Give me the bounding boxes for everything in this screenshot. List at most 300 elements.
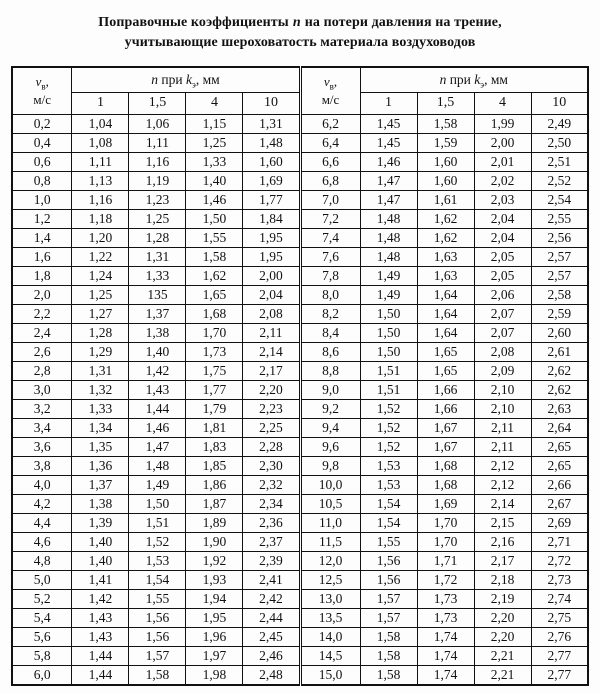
value-cell: 1,25 — [72, 285, 129, 304]
value-cell: 1,65 — [186, 285, 243, 304]
value-cell: 2,20 — [474, 627, 531, 646]
value-cell: 1,34 — [72, 418, 129, 437]
table-row — [12, 323, 588, 342]
value-cell: 1,11 — [129, 133, 186, 152]
value-cell: 1,74 — [417, 627, 474, 646]
value-cell: 1,54 — [360, 513, 417, 532]
velocity-cell: 14,5 — [300, 646, 360, 665]
value-cell: 1,96 — [186, 627, 243, 646]
value-cell: 2,10 — [474, 399, 531, 418]
value-cell: 2,07 — [474, 323, 531, 342]
value-cell: 2,41 — [243, 570, 300, 589]
value-cell: 1,42 — [129, 361, 186, 380]
value-cell: 2,19 — [474, 589, 531, 608]
value-cell: 1,45 — [360, 114, 417, 133]
velocity-cell: 5,0 — [12, 570, 72, 589]
value-cell: 1,71 — [417, 551, 474, 570]
value-cell: 1,15 — [186, 114, 243, 133]
value-cell: 1,31 — [129, 247, 186, 266]
velocity-cell: 4,4 — [12, 513, 72, 532]
value-cell: 1,58 — [417, 114, 474, 133]
value-cell: 2,32 — [243, 475, 300, 494]
value-cell: 1,16 — [72, 190, 129, 209]
value-cell: 2,75 — [531, 608, 588, 627]
title-line1: Поправочные коэффициенты n на потери давления на трение, — [98, 15, 502, 30]
value-cell: 1,95 — [243, 247, 300, 266]
table-row — [12, 646, 588, 665]
velocity-cell: 3,8 — [12, 456, 72, 475]
value-cell: 2,44 — [243, 608, 300, 627]
velocity-cell: 3,2 — [12, 399, 72, 418]
value-cell: 1,68 — [417, 475, 474, 494]
velocity-cell: 9,8 — [300, 456, 360, 475]
value-cell: 1,47 — [129, 437, 186, 456]
value-cell: 1,57 — [360, 608, 417, 627]
value-cell: 1,51 — [360, 361, 417, 380]
value-cell: 2,73 — [531, 570, 588, 589]
value-cell: 1,20 — [72, 228, 129, 247]
velocity-cell: 9,4 — [300, 418, 360, 437]
value-cell: 2,12 — [474, 456, 531, 475]
value-cell: 1,44 — [129, 399, 186, 418]
value-cell: 1,49 — [360, 266, 417, 285]
table-row — [12, 209, 588, 228]
value-cell: 2,63 — [531, 399, 588, 418]
value-cell: 1,57 — [360, 589, 417, 608]
table-header — [12, 67, 588, 115]
velocity-cell: 4,6 — [12, 532, 72, 551]
velocity-cell: 5,4 — [12, 608, 72, 627]
table-row — [12, 437, 588, 456]
value-cell: 1,97 — [186, 646, 243, 665]
value-cell: 2,72 — [531, 551, 588, 570]
value-cell: 1,32 — [72, 380, 129, 399]
title-n-symbol: n — [292, 15, 301, 30]
value-cell: 1,48 — [129, 456, 186, 475]
value-cell: 1,58 — [129, 665, 186, 685]
value-cell: 1,54 — [129, 570, 186, 589]
value-cell: 1,62 — [186, 266, 243, 285]
value-cell: 2,54 — [531, 190, 588, 209]
velocity-cell: 11,5 — [300, 532, 360, 551]
velocity-cell: 3,6 — [12, 437, 72, 456]
value-cell: 1,58 — [360, 646, 417, 665]
value-cell: 1,58 — [360, 665, 417, 685]
value-cell: 1,69 — [243, 171, 300, 190]
velocity-cell: 15,0 — [300, 665, 360, 685]
value-cell: 1,59 — [417, 133, 474, 152]
table-body — [12, 114, 588, 685]
value-cell: 1,87 — [186, 494, 243, 513]
value-cell: 1,55 — [360, 532, 417, 551]
velocity-cell: 0,6 — [12, 152, 72, 171]
value-cell: 2,60 — [531, 323, 588, 342]
value-cell: 1,04 — [72, 114, 129, 133]
value-cell: 1,16 — [129, 152, 186, 171]
value-cell: 1,93 — [186, 570, 243, 589]
table-row — [12, 513, 588, 532]
value-cell: 2,21 — [474, 646, 531, 665]
n-header-left: n при $k_э$, мм — [72, 67, 300, 93]
value-cell: 1,11 — [72, 152, 129, 171]
velocity-cell: 8,6 — [300, 342, 360, 361]
velocity-cell: 11,0 — [300, 513, 360, 532]
value-cell: 2,50 — [531, 133, 588, 152]
table-row — [12, 342, 588, 361]
velocity-cell: 9,6 — [300, 437, 360, 456]
value-cell: 1,41 — [72, 570, 129, 589]
value-cell: 2,15 — [474, 513, 531, 532]
value-cell: 1,94 — [186, 589, 243, 608]
value-cell: 1,69 — [417, 494, 474, 513]
velocity-cell: 7,8 — [300, 266, 360, 285]
value-cell: 1,55 — [186, 228, 243, 247]
velocity-cell: 13,0 — [300, 589, 360, 608]
velocity-cell: 6,0 — [12, 665, 72, 685]
table-row — [12, 190, 588, 209]
value-cell: 1,06 — [129, 114, 186, 133]
value-cell: 1,29 — [72, 342, 129, 361]
velocity-cell: 9,2 — [300, 399, 360, 418]
value-cell: 1,73 — [417, 608, 474, 627]
value-cell: 135 — [129, 285, 186, 304]
value-cell: 1,33 — [129, 266, 186, 285]
value-cell: 1,42 — [72, 589, 129, 608]
value-cell: 2,28 — [243, 437, 300, 456]
value-cell: 1,51 — [360, 380, 417, 399]
velocity-cell: 14,0 — [300, 627, 360, 646]
value-cell: 2,07 — [474, 304, 531, 323]
value-cell: 1,51 — [129, 513, 186, 532]
velocity-cell: 2,0 — [12, 285, 72, 304]
value-cell: 2,36 — [243, 513, 300, 532]
velocity-cell: 12,0 — [300, 551, 360, 570]
value-cell: 1,85 — [186, 456, 243, 475]
value-cell: 1,50 — [360, 304, 417, 323]
value-cell: 1,67 — [417, 437, 474, 456]
value-cell: 1,44 — [72, 665, 129, 685]
value-cell: 2,11 — [474, 437, 531, 456]
velocity-cell: 7,2 — [300, 209, 360, 228]
value-cell: 2,11 — [474, 418, 531, 437]
value-cell: 1,18 — [72, 209, 129, 228]
velocity-cell: 1,4 — [12, 228, 72, 247]
value-cell: 1,40 — [129, 342, 186, 361]
value-cell: 1,36 — [72, 456, 129, 475]
value-cell: 1,58 — [360, 627, 417, 646]
value-cell: 2,09 — [474, 361, 531, 380]
velocity-cell: 6,2 — [300, 114, 360, 133]
velocity-cell: 8,0 — [300, 285, 360, 304]
value-cell: 2,04 — [243, 285, 300, 304]
value-cell: 2,49 — [531, 114, 588, 133]
value-cell: 1,65 — [417, 342, 474, 361]
value-cell: 1,79 — [186, 399, 243, 418]
value-cell: 1,40 — [72, 532, 129, 551]
velocity-cell: 10,0 — [300, 475, 360, 494]
value-cell: 2,01 — [474, 152, 531, 171]
velocity-cell: 1,2 — [12, 209, 72, 228]
value-cell: 1,27 — [72, 304, 129, 323]
value-cell: 2,17 — [474, 551, 531, 570]
velocity-cell: 2,6 — [12, 342, 72, 361]
k-column-header: 1,5 — [417, 93, 474, 114]
value-cell: 2,03 — [474, 190, 531, 209]
value-cell: 1,46 — [186, 190, 243, 209]
value-cell: 2,02 — [474, 171, 531, 190]
velocity-cell: 6,6 — [300, 152, 360, 171]
value-cell: 1,95 — [186, 608, 243, 627]
value-cell: 1,70 — [417, 532, 474, 551]
value-cell: 1,47 — [360, 190, 417, 209]
value-cell: 2,37 — [243, 532, 300, 551]
value-cell: 1,83 — [186, 437, 243, 456]
value-cell: 2,05 — [474, 266, 531, 285]
value-cell: 1,40 — [72, 551, 129, 570]
value-cell: 1,33 — [72, 399, 129, 418]
value-cell: 1,53 — [360, 475, 417, 494]
value-cell: 1,62 — [417, 209, 474, 228]
value-cell: 1,70 — [186, 323, 243, 342]
value-cell: 1,48 — [360, 247, 417, 266]
value-cell: 2,45 — [243, 627, 300, 646]
velocity-cell: 3,0 — [12, 380, 72, 399]
velocity-cell: 12,5 — [300, 570, 360, 589]
value-cell: 1,56 — [129, 608, 186, 627]
table-row — [12, 228, 588, 247]
value-cell: 2,00 — [243, 266, 300, 285]
value-cell: 1,28 — [129, 228, 186, 247]
value-cell: 1,56 — [360, 570, 417, 589]
value-cell: 2,66 — [531, 475, 588, 494]
velocity-cell: 9,0 — [300, 380, 360, 399]
value-cell: 1,70 — [417, 513, 474, 532]
velocity-cell: 5,8 — [12, 646, 72, 665]
k-column-header: 4 — [474, 93, 531, 114]
page-title — [0, 0, 600, 54]
velocity-cell: 1,8 — [12, 266, 72, 285]
value-cell: 2,05 — [474, 247, 531, 266]
table-row — [12, 380, 588, 399]
value-cell: 2,39 — [243, 551, 300, 570]
value-cell: 1,77 — [186, 380, 243, 399]
value-cell: 1,45 — [360, 133, 417, 152]
table-row — [12, 114, 588, 133]
correction-coefficients-table — [11, 66, 589, 686]
velocity-cell: 8,8 — [300, 361, 360, 380]
value-cell: 1,95 — [243, 228, 300, 247]
k-column-header: 1,5 — [129, 93, 186, 114]
value-cell: 1,52 — [360, 399, 417, 418]
velocity-cell: 7,4 — [300, 228, 360, 247]
table-row — [12, 494, 588, 513]
table-row — [12, 399, 588, 418]
value-cell: 1,13 — [72, 171, 129, 190]
table-row — [12, 304, 588, 323]
value-cell: 1,54 — [360, 494, 417, 513]
value-cell: 1,50 — [360, 342, 417, 361]
value-cell: 1,64 — [417, 304, 474, 323]
value-cell: 1,49 — [129, 475, 186, 494]
value-cell: 1,66 — [417, 380, 474, 399]
value-cell: 1,52 — [129, 532, 186, 551]
value-cell: 2,04 — [474, 209, 531, 228]
value-cell: 2,62 — [531, 361, 588, 380]
value-cell: 1,72 — [417, 570, 474, 589]
value-cell: 1,92 — [186, 551, 243, 570]
k-column-header: 1 — [72, 93, 129, 114]
header-row-top — [12, 67, 588, 93]
value-cell: 2,14 — [243, 342, 300, 361]
value-cell: 1,53 — [129, 551, 186, 570]
value-cell: 1,43 — [129, 380, 186, 399]
table-row — [12, 551, 588, 570]
value-cell: 1,61 — [417, 190, 474, 209]
table-row — [12, 475, 588, 494]
value-cell: 2,62 — [531, 380, 588, 399]
value-cell: 1,25 — [186, 133, 243, 152]
value-cell: 1,52 — [360, 437, 417, 456]
velocity-cell: 6,4 — [300, 133, 360, 152]
value-cell: 2,77 — [531, 646, 588, 665]
velocity-cell: 4,2 — [12, 494, 72, 513]
value-cell: 1,31 — [72, 361, 129, 380]
value-cell: 2,76 — [531, 627, 588, 646]
k-column-header: 10 — [531, 93, 588, 114]
value-cell: 1,74 — [417, 665, 474, 685]
value-cell: 1,89 — [186, 513, 243, 532]
value-cell: 1,99 — [474, 114, 531, 133]
value-cell: 2,10 — [474, 380, 531, 399]
value-cell: 2,14 — [474, 494, 531, 513]
value-cell: 1,73 — [417, 589, 474, 608]
velocity-cell: 2,2 — [12, 304, 72, 323]
value-cell: 2,00 — [474, 133, 531, 152]
value-cell: 2,56 — [531, 228, 588, 247]
value-cell: 1,50 — [186, 209, 243, 228]
value-cell: 2,34 — [243, 494, 300, 513]
k-column-header: 10 — [243, 93, 300, 114]
table-row — [12, 627, 588, 646]
value-cell: 1,60 — [417, 152, 474, 171]
velocity-cell: 7,6 — [300, 247, 360, 266]
value-cell: 1,38 — [129, 323, 186, 342]
velocity-cell: 5,2 — [12, 589, 72, 608]
value-cell: 1,67 — [417, 418, 474, 437]
value-cell: 1,08 — [72, 133, 129, 152]
value-cell: 1,40 — [186, 171, 243, 190]
value-cell: 2,23 — [243, 399, 300, 418]
table-row — [12, 665, 588, 685]
value-cell: 1,37 — [72, 475, 129, 494]
velocity-cell: 5,6 — [12, 627, 72, 646]
value-cell: 1,81 — [186, 418, 243, 437]
velocity-header-left — [12, 67, 72, 115]
table-row — [12, 608, 588, 627]
value-cell: 2,58 — [531, 285, 588, 304]
value-cell: 1,22 — [72, 247, 129, 266]
value-cell: 2,08 — [243, 304, 300, 323]
value-cell: 2,52 — [531, 171, 588, 190]
title-line2: учитывающие шероховатость материала воздуховодов — [124, 35, 476, 51]
table-row — [12, 418, 588, 437]
value-cell: 1,48 — [360, 209, 417, 228]
value-cell: 1,48 — [243, 133, 300, 152]
value-cell: 1,63 — [417, 266, 474, 285]
table-row — [12, 266, 588, 285]
n-header-right: n при $k_э$, мм — [360, 67, 588, 93]
value-cell: 1,33 — [186, 152, 243, 171]
table-row — [12, 152, 588, 171]
value-cell: 1,28 — [72, 323, 129, 342]
value-cell: 2,51 — [531, 152, 588, 171]
value-cell: 1,49 — [360, 285, 417, 304]
velocity-unit: м/с — [33, 91, 51, 107]
velocity-cell: 1,0 — [12, 190, 72, 209]
velocity-cell: 3,4 — [12, 418, 72, 437]
value-cell: 2,46 — [243, 646, 300, 665]
value-cell: 2,59 — [531, 304, 588, 323]
table-row — [12, 247, 588, 266]
value-cell: 2,77 — [531, 665, 588, 685]
value-cell: 1,19 — [129, 171, 186, 190]
table-row — [12, 456, 588, 475]
table-row — [12, 285, 588, 304]
value-cell: 2,74 — [531, 589, 588, 608]
k-column-header: 1 — [360, 93, 417, 114]
value-cell: 1,46 — [129, 418, 186, 437]
velocity-cell: 8,4 — [300, 323, 360, 342]
value-cell: 1,77 — [243, 190, 300, 209]
velocity-cell: 0,8 — [12, 171, 72, 190]
value-cell: 2,20 — [243, 380, 300, 399]
velocity-cell: 13,5 — [300, 608, 360, 627]
value-cell: 1,65 — [417, 361, 474, 380]
value-cell: 1,73 — [186, 342, 243, 361]
velocity-cell: 2,4 — [12, 323, 72, 342]
value-cell: 1,66 — [417, 399, 474, 418]
value-cell: 1,48 — [360, 228, 417, 247]
velocity-cell: 0,4 — [12, 133, 72, 152]
value-cell: 2,55 — [531, 209, 588, 228]
table-row — [12, 171, 588, 190]
value-cell: 2,11 — [243, 323, 300, 342]
value-cell: 2,18 — [474, 570, 531, 589]
value-cell: 2,20 — [474, 608, 531, 627]
value-cell: 2,42 — [243, 589, 300, 608]
value-cell: 1,74 — [417, 646, 474, 665]
value-cell: 2,17 — [243, 361, 300, 380]
value-cell: 2,48 — [243, 665, 300, 685]
table-row — [12, 532, 588, 551]
value-cell: 1,68 — [417, 456, 474, 475]
value-cell: 2,12 — [474, 475, 531, 494]
velocity-cell: 8,2 — [300, 304, 360, 323]
velocity-cell: 7,0 — [300, 190, 360, 209]
value-cell: 1,60 — [417, 171, 474, 190]
value-cell: 2,04 — [474, 228, 531, 247]
value-cell: 1,90 — [186, 532, 243, 551]
value-cell: 2,16 — [474, 532, 531, 551]
value-cell: 1,44 — [72, 646, 129, 665]
value-cell: 1,98 — [186, 665, 243, 685]
value-cell: 1,35 — [72, 437, 129, 456]
table-row — [12, 589, 588, 608]
value-cell: 1,53 — [360, 456, 417, 475]
value-cell: 1,38 — [72, 494, 129, 513]
velocity-unit: м/с — [321, 91, 340, 107]
velocity-cell: 6,8 — [300, 171, 360, 190]
